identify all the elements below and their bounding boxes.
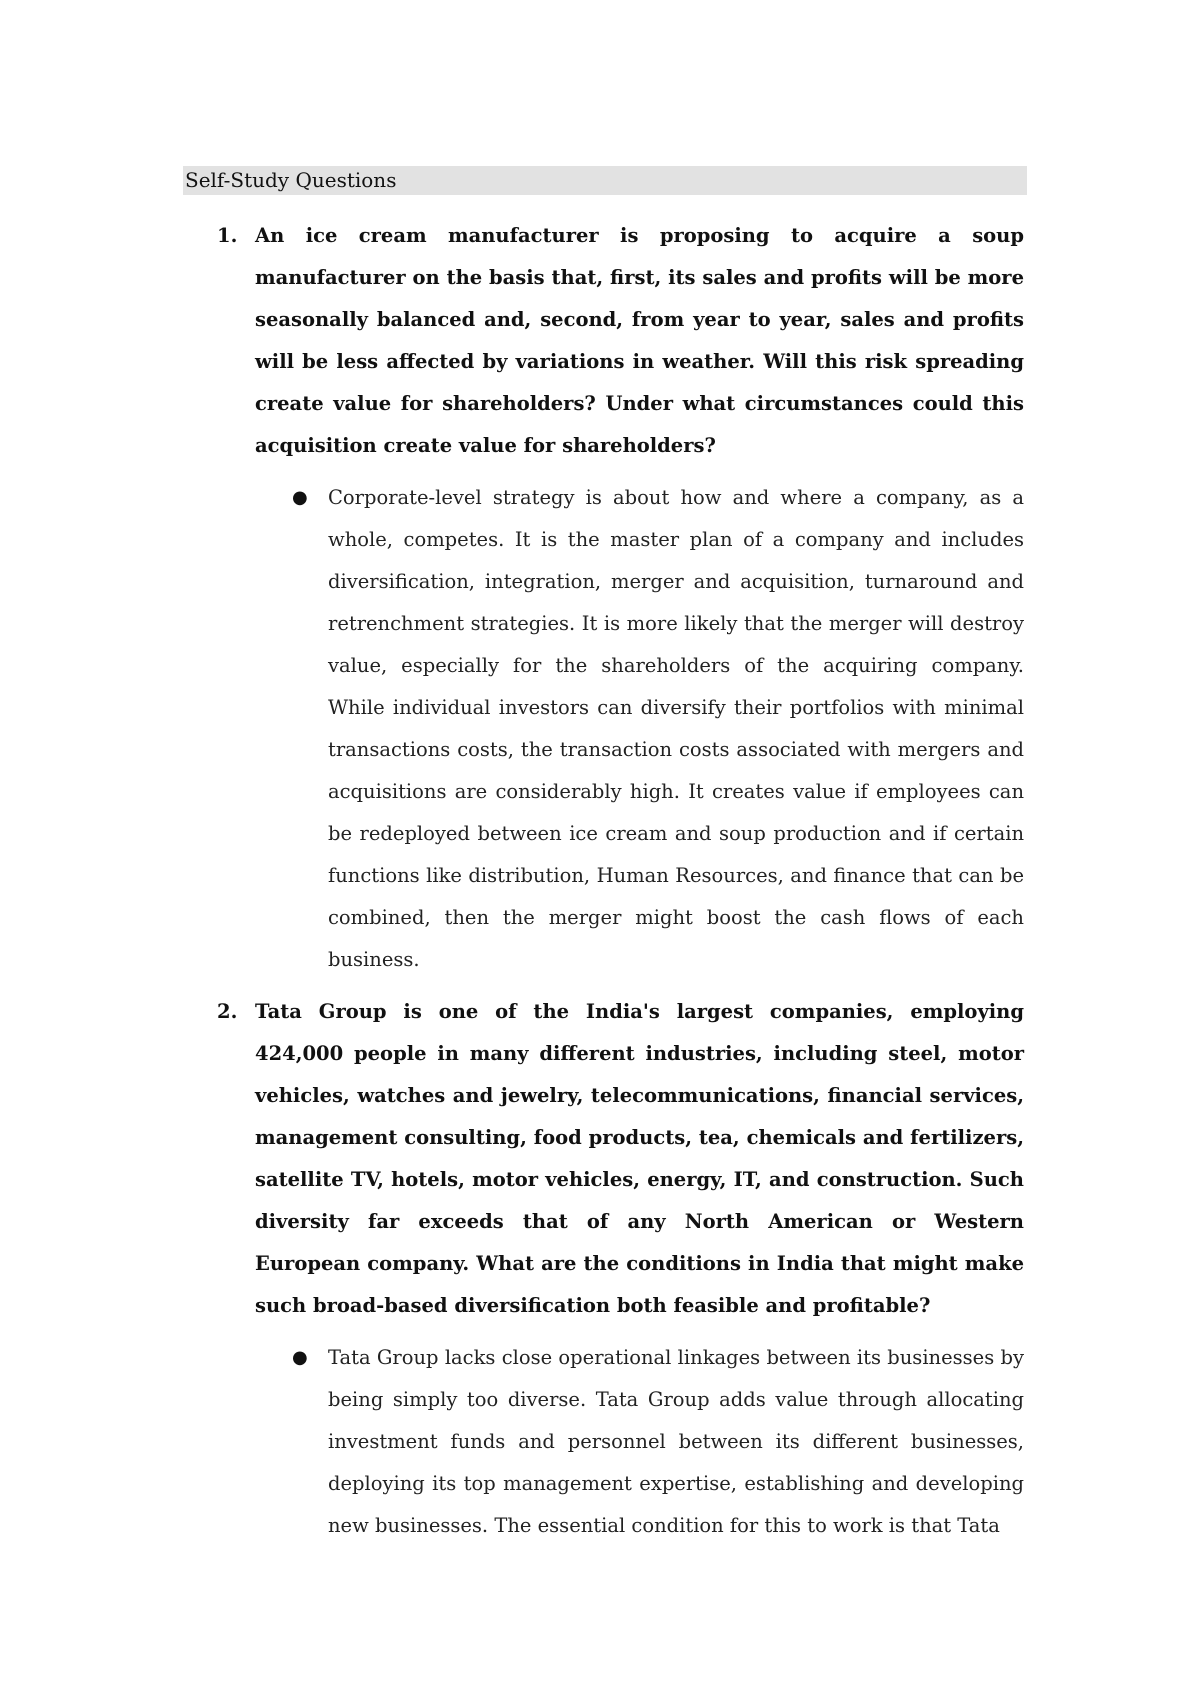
question-text: An ice cream manufacturer is proposing to acquire a soup manufacturer on the basis that, first, its sales and profits will be more seasonally balanced and, second, from year to year, sales and profits will be less affected by variations in weather. Will this risk spreading create value for shareholders? Under what circumstances could this acquisition create value for shareholders? <box>255 224 1024 457</box>
question-text: Tata Group is one of the India's largest companies, employing 424,000 people in many different industries, including steel, motor vehicles, watches and jewelry, telecommunications, financial services, management consulting, food products, tea, chemicals and fertilizers, satellite TV, hotels, motor vehicles, energy, IT, and construction. Such diversity far exceeds that of any North American or Western European company. What are the conditions in India that might make such broad-based diversification both feasible and profitable? <box>255 1000 1024 1317</box>
question-number: 1. <box>217 224 238 247</box>
section-heading-bar <box>183 166 1027 195</box>
bullet-icon: ● <box>292 487 308 508</box>
answer-text: Tata Group lacks close operational linkages between its businesses by being simply too diverse. Tata Group adds value through allocating investment funds and personnel between its different businesses, deploying its top management expertise, establishing and developing new businesses. The essential condition for this to work is that Tata <box>328 1346 1024 1537</box>
question-1 <box>217 215 1024 467</box>
answer-2 <box>292 1337 1024 1547</box>
question-number: 2. <box>217 1000 238 1023</box>
question-2 <box>217 991 1024 1327</box>
answer-1 <box>292 477 1024 981</box>
section-heading: Self-Study Questions <box>185 168 397 192</box>
answer-text: Corporate-level strategy is about how and where a company, as a whole, competes. It is the master plan of a company and includes diversification, integration, merger and acquisition, turnaround and retrenchment strategies. It is more likely that the merger will destroy value, especially for the shareholders of the acquiring company. While individual investors can diversify their portfolios with minimal transactions costs, the transaction costs associated with mergers and acquisitions are considerably high. It creates value if employees can be redeployed between ice cream and soup production and if certain functions like distribution, Human Resources, and finance that can be combined, then the merger might boost the cash flows of each business. <box>328 486 1024 971</box>
bullet-icon: ● <box>292 1347 308 1368</box>
